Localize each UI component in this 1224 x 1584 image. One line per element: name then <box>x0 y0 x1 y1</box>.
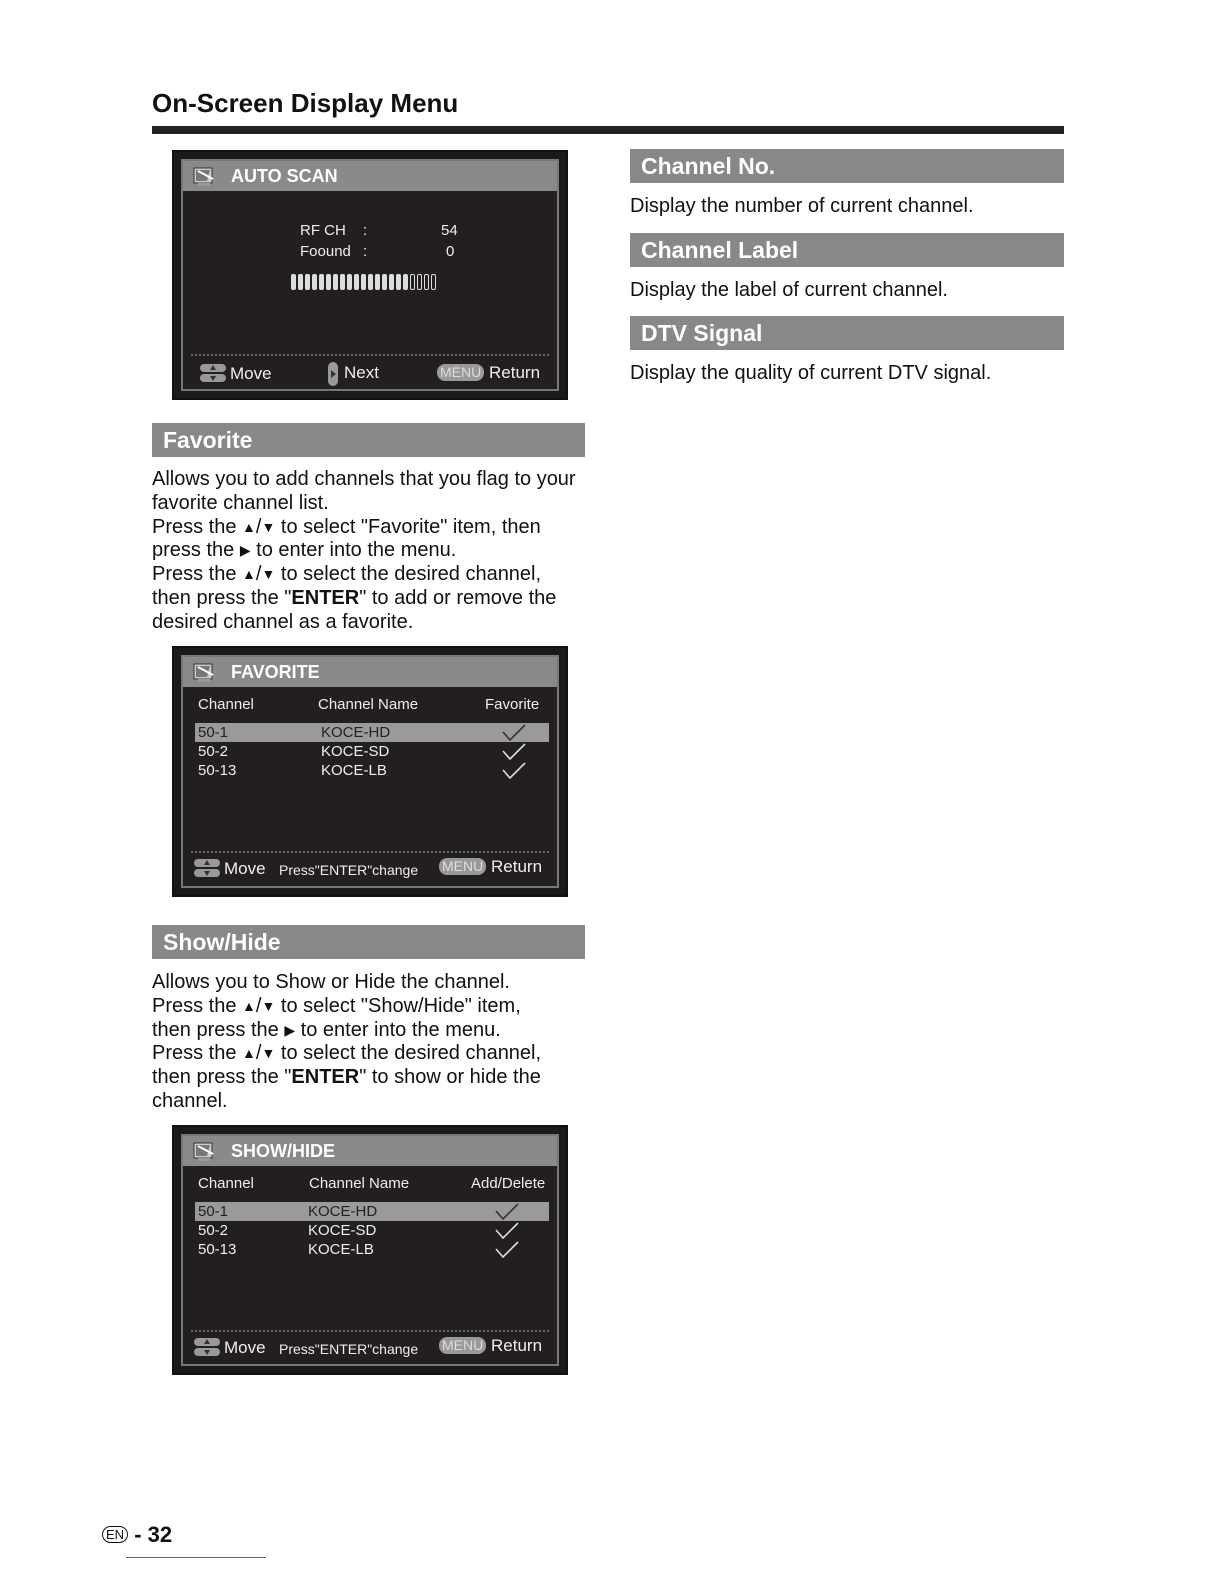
page-number: 32 <box>147 1522 173 1547</box>
menu-key-icon: MENU <box>437 364 484 381</box>
text-line <box>152 1066 541 1090</box>
rf-ch-label: RF CH <box>300 222 346 239</box>
col-channel-name: Channel Name <box>309 1175 410 1192</box>
progress-segment <box>312 274 317 290</box>
row-channel[interactable]: 50-1 <box>198 724 229 741</box>
footer-return: Return <box>489 363 541 382</box>
rf-ch-value: 54 <box>441 222 458 239</box>
found-colon: : <box>363 243 368 260</box>
footer-press-enter: Press"ENTER"change <box>279 1341 419 1357</box>
tv-menu-icon <box>193 165 217 187</box>
progress-segment <box>396 274 401 290</box>
up-arrow-icon: ▲ <box>242 997 256 1014</box>
row-channel[interactable]: 50-1 <box>198 1203 229 1220</box>
footer-line <box>126 1557 266 1558</box>
check-icon <box>494 1202 520 1221</box>
progress-segment <box>347 274 352 290</box>
check-icon <box>501 761 527 780</box>
text-line <box>152 539 576 563</box>
enter-key-text: ENTER <box>291 586 360 609</box>
row-channel-name[interactable]: KOCE-SD <box>321 743 390 760</box>
text-line: Press the ▲/▼ to select the desired channel, <box>152 1042 542 1065</box>
show-hide-heading: Show/Hide <box>152 925 585 959</box>
col-channel: Channel <box>198 696 254 713</box>
row-channel[interactable]: 50-2 <box>198 1222 229 1239</box>
channel-no-text: Display the number of current channel. <box>630 195 974 217</box>
enter-key-text: ENTER <box>291 1066 360 1089</box>
check-icon <box>494 1221 520 1240</box>
menu-key-icon: MENU <box>439 858 486 875</box>
check-icon <box>501 723 527 742</box>
footer-move: Move <box>230 364 272 383</box>
progress-segment <box>326 274 331 290</box>
text-fragment: to select the desired channel, <box>280 563 542 586</box>
text-line: Allows you to Show or Hide the channel. <box>152 971 510 993</box>
text-fragment: / <box>255 515 262 538</box>
osd-title: SHOW/HIDE <box>231 1141 336 1161</box>
auto-scan-screen <box>172 150 568 400</box>
right-arrow-icon: ▶ <box>239 542 251 559</box>
down-arrow-icon: ▼ <box>261 518 276 535</box>
found-label: Foound <box>300 243 351 260</box>
row-channel[interactable]: 50-13 <box>198 762 237 779</box>
text-line: Press the ▲/▼ to select the desired channel, <box>152 563 542 586</box>
check-icon <box>494 1240 520 1259</box>
row-channel-name[interactable]: KOCE-SD <box>308 1222 377 1239</box>
text-line <box>152 516 576 540</box>
osd-header <box>183 161 557 191</box>
channel-label-text: Display the label of current channel. <box>630 279 948 301</box>
text-fragment: Press the <box>152 563 237 586</box>
progress-segment <box>389 274 394 290</box>
dtv-signal-text: Display the quality of current DTV signal. <box>630 362 992 384</box>
footer-return: Return <box>491 857 543 876</box>
text-fragment: to select "Favorite" item, then <box>280 515 541 538</box>
progress-segment <box>305 274 310 290</box>
text-fragment: to enter into the menu. <box>256 539 457 562</box>
text-line: favorite channel list. <box>152 491 329 514</box>
channel-label-heading: Channel Label <box>630 233 1064 267</box>
text-fragment: to enter into the menu. <box>300 1018 501 1041</box>
page-footer <box>102 1522 172 1548</box>
page-title: On-Screen Display Menu <box>152 88 459 118</box>
text-fragment: Press the <box>152 994 237 1017</box>
show-hide-description <box>152 971 541 1114</box>
row-channel[interactable]: 50-13 <box>198 1241 237 1258</box>
progress-segment <box>403 274 408 290</box>
text-fragment: then press the " <box>152 1066 292 1089</box>
text-fragment: then press the <box>152 1018 279 1041</box>
row-channel-name[interactable]: KOCE-LB <box>308 1241 374 1258</box>
divider <box>191 851 549 853</box>
progress-segment <box>291 274 296 290</box>
text-line <box>152 995 541 1019</box>
progress-segment <box>340 274 345 290</box>
row-channel-name[interactable]: KOCE-LB <box>321 762 387 779</box>
up-down-icon <box>199 363 227 383</box>
divider <box>191 354 549 356</box>
text-line <box>152 587 576 611</box>
row-channel-name[interactable]: KOCE-HD <box>321 724 391 741</box>
text-fragment: Press the <box>152 515 237 538</box>
text-fragment: / <box>255 994 262 1017</box>
footer-press-enter: Press"ENTER"change <box>279 862 419 878</box>
title-rule <box>152 126 1064 134</box>
footer-next: Next <box>344 363 379 382</box>
text-line: Allows you to add channels that you flag to your <box>152 468 576 490</box>
right-arrow-icon <box>328 362 338 386</box>
text-line: channel. <box>152 1089 228 1112</box>
row-channel-name[interactable]: KOCE-HD <box>308 1203 378 1220</box>
progress-segment <box>333 274 338 290</box>
found-value: 0 <box>446 243 455 260</box>
progress-segment <box>417 274 422 290</box>
tv-menu-icon <box>193 1140 217 1162</box>
rf-ch-colon: : <box>363 222 368 239</box>
text-fragment: Press the <box>152 1042 237 1065</box>
favorite-heading: Favorite <box>152 423 585 457</box>
text-fragment: to select the desired channel, <box>280 1042 542 1065</box>
col-channel-name: Channel Name <box>318 696 419 713</box>
text-line <box>152 1019 541 1043</box>
show-hide-screen <box>172 1125 568 1375</box>
up-arrow-icon: ▲ <box>242 566 256 583</box>
down-arrow-icon: ▼ <box>261 1045 276 1062</box>
osd-header <box>183 657 557 687</box>
up-arrow-icon: ▲ <box>242 518 256 535</box>
favorite-screen <box>172 646 568 897</box>
osd-header <box>183 1136 557 1166</box>
scan-progress-bar <box>291 274 436 290</box>
text-line: desired channel as a favorite. <box>152 610 414 633</box>
text-fragment: then press the " <box>152 586 292 609</box>
down-arrow-icon: ▼ <box>261 566 276 583</box>
favorite-description <box>152 468 576 635</box>
progress-segment <box>431 274 436 290</box>
divider <box>191 1330 549 1332</box>
progress-segment <box>424 274 429 290</box>
progress-segment <box>319 274 324 290</box>
up-down-icon <box>193 1337 221 1357</box>
progress-segment <box>375 274 380 290</box>
row-channel[interactable]: 50-2 <box>198 743 229 760</box>
down-arrow-icon: ▼ <box>261 997 276 1014</box>
progress-segment <box>382 274 387 290</box>
menu-key-icon: MENU <box>439 1337 486 1354</box>
footer-return: Return <box>491 1336 543 1355</box>
page-separator: - <box>134 1522 148 1547</box>
text-fragment: press the <box>152 539 235 562</box>
dtv-signal-heading: DTV Signal <box>630 316 1064 350</box>
col-add-delete: Add/Delete <box>471 1175 546 1192</box>
progress-segment <box>361 274 366 290</box>
col-channel: Channel <box>198 1175 254 1192</box>
text-fragment: to select "Show/Hide" item, <box>280 994 521 1017</box>
check-icon <box>501 742 527 761</box>
right-arrow-icon: ▶ <box>284 1021 296 1038</box>
footer-move: Move <box>224 1338 266 1357</box>
progress-segment <box>410 274 415 290</box>
text-fragment: " to add or remove the <box>359 586 557 609</box>
channel-no-heading: Channel No. <box>630 149 1064 183</box>
text-fragment: " to show or hide the <box>359 1066 541 1089</box>
osd-title: AUTO SCAN <box>231 166 338 186</box>
col-favorite: Favorite <box>485 696 540 713</box>
tv-menu-icon <box>193 661 217 683</box>
progress-segment <box>354 274 359 290</box>
footer-move: Move <box>224 859 266 878</box>
progress-segment <box>298 274 303 290</box>
up-arrow-icon: ▲ <box>242 1045 256 1062</box>
progress-segment <box>368 274 373 290</box>
up-down-icon <box>193 858 221 878</box>
language-badge: EN <box>102 1526 128 1543</box>
osd-title: FAVORITE <box>231 662 320 682</box>
